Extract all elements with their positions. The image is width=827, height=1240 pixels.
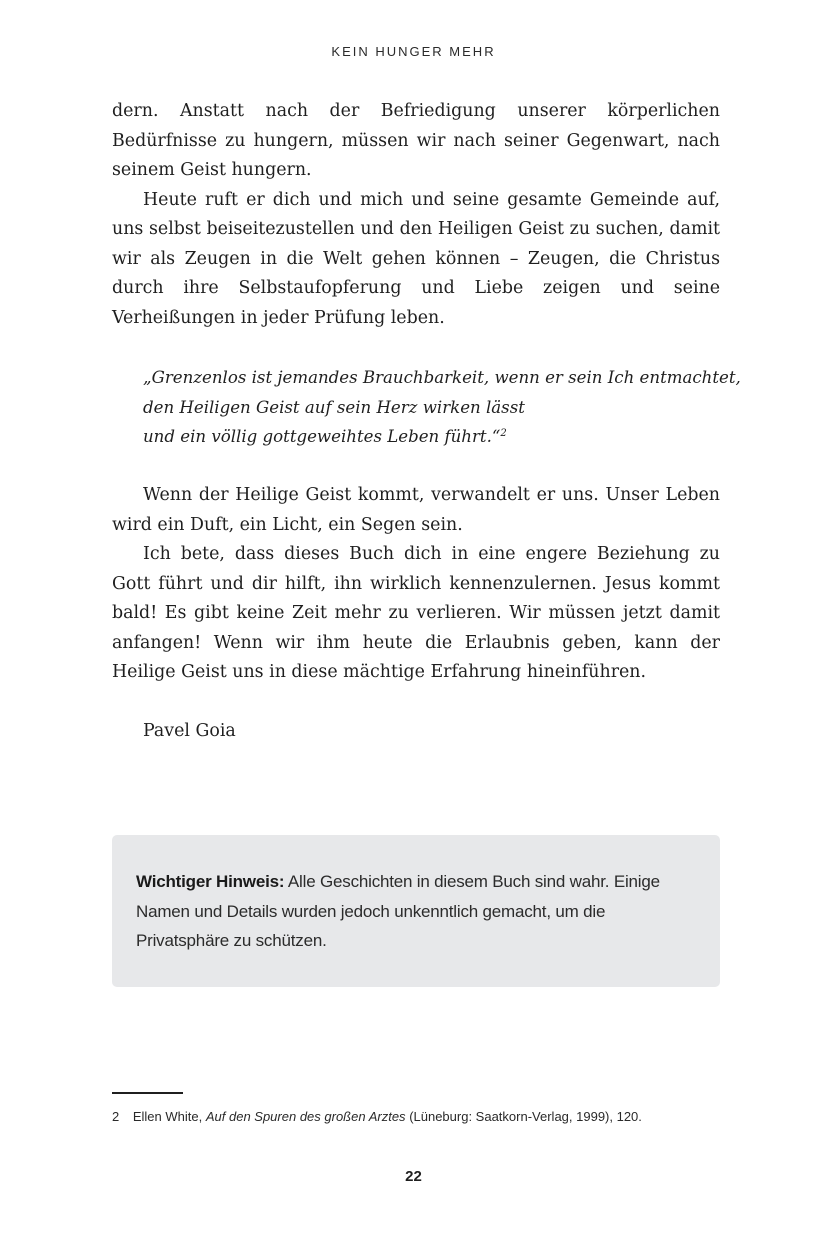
footnote <box>112 1107 732 1127</box>
paragraph-2: Heute ruft er dich und mich und seine gesamte Gemeinde auf, uns selbst beiseitezustellen und den Heiligen Geist zu suchen, damit wir als Zeugen in die Welt gehen können – Zeugen, die Christus durch ihre Selbstaufopferung und Liebe zeigen und seine Verheißungen in jeder Prüfung leben. <box>112 189 720 328</box>
quote-line-3-text: und ein völlig gottgeweihtes Leben führt.“ <box>143 427 501 446</box>
footnote-rest: (Lüneburg: Saatkorn-Verlag, 1999), 120. <box>409 1109 642 1124</box>
footnote-title: Auf den Spuren des großen Arztes <box>205 1109 406 1124</box>
signature: Pavel Goia <box>143 721 236 741</box>
notice-text: Alle Geschichten in diesem Buch sind wahr. Einige Namen und Details wurden jedoch unkenntlich gemacht, um die Privatsphäre zu schützen. <box>136 872 660 950</box>
footnote-reference: 2 <box>500 428 507 439</box>
paragraph-4: Ich bete, dass dieses Buch dich in eine engere Beziehung zu Gott führt und dir hilft, ihn wirklich kennenzulernen. Jesus kommt bald! Es gibt keine Zeit mehr zu verlieren. Wir müssen jetzt damit anfangen! Wenn wir ihm heute die Erlaubnis geben, kann der Heilige Geist uns in diese mächtige Erfahrung hineinführen. <box>112 544 720 682</box>
footnote-rule <box>112 1092 183 1094</box>
notice-label: Wichtiger Hinweis: <box>136 872 285 891</box>
footnote-author: Ellen White, <box>132 1109 203 1124</box>
quote-line-1: „Grenzenlos ist jemandes Brauchbarkeit, wenn er sein Ich entmachtet, <box>143 368 741 387</box>
page-number: 22 <box>405 1168 422 1185</box>
body-text-bottom <box>112 481 720 688</box>
running-head: KEIN HUNGER MEHR <box>331 44 496 59</box>
block-quote <box>143 363 741 452</box>
quote-line-2: den Heiligen Geist auf sein Herz wirken lässt <box>143 397 525 417</box>
footnote-number: 2 <box>112 1109 120 1124</box>
paragraph-1: dern. Anstatt nach der Befriedigung unserer körperlichen Bedürfnisse zu hungern, müssen wir nach seiner Gegenwart, nach seinem Geist hungern. <box>112 101 720 180</box>
body-text-top <box>112 97 720 333</box>
notice-box <box>112 835 720 987</box>
quote-line-3 <box>143 422 723 452</box>
paragraph-3: Wenn der Heilige Geist kommt, verwandelt er uns. Unser Leben wird ein Duft, ein Licht, ein Segen sein. <box>112 485 720 535</box>
